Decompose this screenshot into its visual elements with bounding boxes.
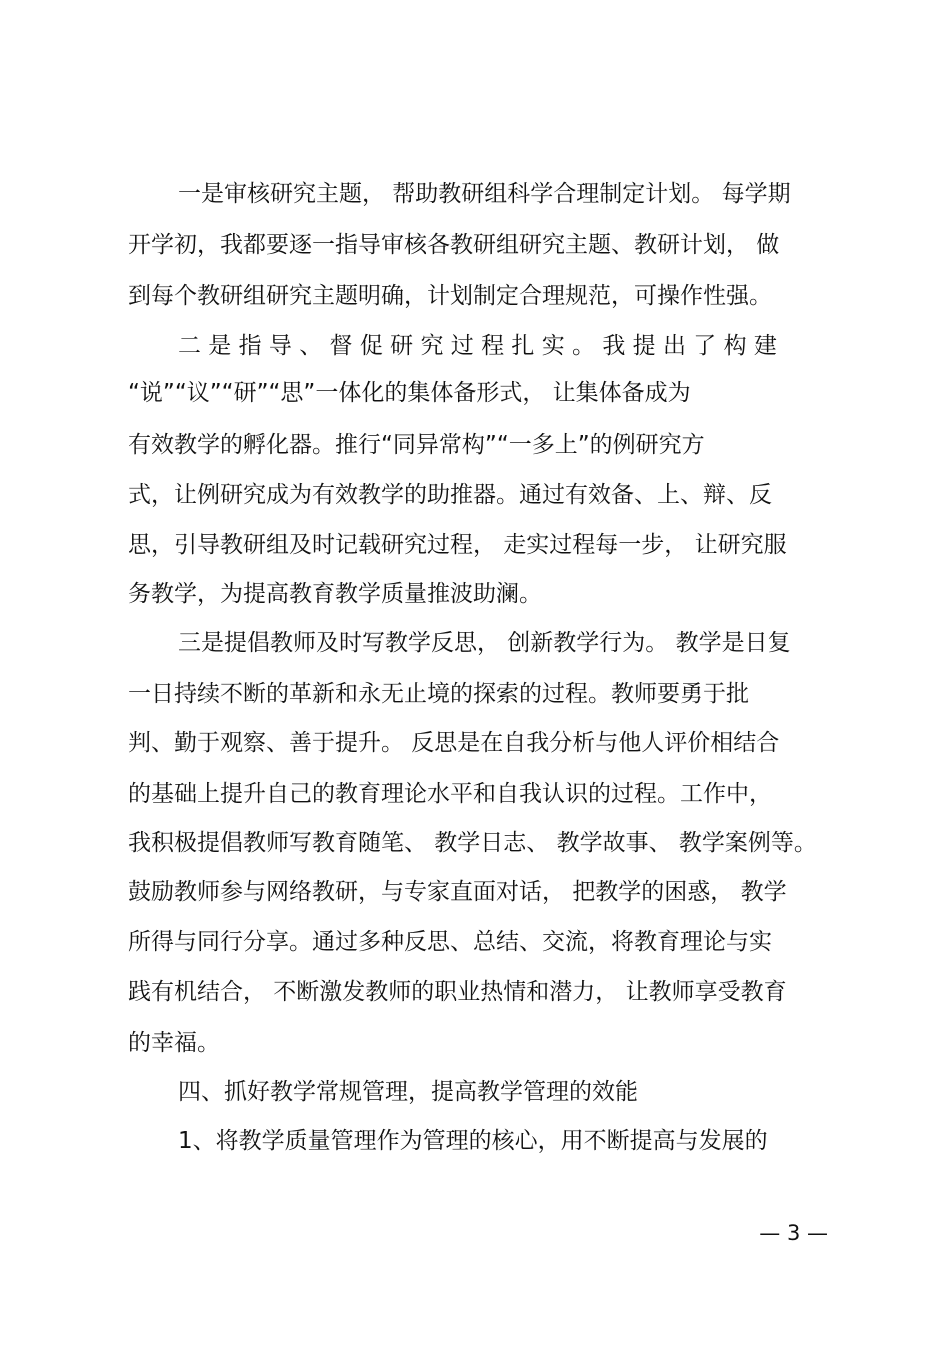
text-line: “说”“议”“研”“思”一体化的集体备形式， 让集体备成为: [128, 380, 691, 406]
text-line: 式，让例研究成为有效教学的助推器。通过有效备、上、辩、反: [128, 482, 772, 508]
text-line: 开学初，我都要逐一指导审核各教研组研究主题、教研计划， 做: [128, 232, 780, 258]
text-line: 三是提倡教师及时写教学反思， 创新教学行为。 教学是日复: [178, 630, 791, 656]
section-heading: 四、抓好教学常规管理，提高教学管理的效能: [178, 1079, 638, 1105]
text-line: 我积极提倡教师写教育随笔、 教学日志、 教学故事、 教学案例等。: [128, 830, 817, 856]
text-line: 所得与同行分享。通过多种反思、总结、交流，将教育理论与实: [128, 929, 772, 955]
text-line: 有效教学的孵化器。推行“同异常构”“一多上”的例研究方: [128, 432, 705, 458]
text-line: 的基础上提升自己的教育理论水平和自我认识的过程。工作中，: [128, 781, 772, 807]
text-line: 践有机结合， 不断激发教师的职业热情和潜力， 让教师享受教育: [128, 979, 787, 1005]
page-number: — 3 —: [759, 1221, 828, 1245]
text-line: 判、勤于观察、善于提升。 反思是在自我分析与他人评价相结合: [128, 730, 780, 756]
text-line: 务教学，为提高教育教学质量推波助澜。: [128, 581, 542, 607]
text-line: 思，引导教研组及时记载研究过程， 走实过程每一步， 让研究服: [128, 532, 787, 558]
text-line: 一日持续不断的革新和永无止境的探索的过程。教师要勇于批: [128, 681, 749, 707]
text-line: 1、将教学质量管理作为管理的核心，用不断提高与发展的: [178, 1128, 768, 1154]
text-line: 鼓励教师参与网络教研，与专家直面对话， 把教学的困惑， 教学: [128, 879, 787, 905]
text-line: 二 是 指 导 、 督 促 研 究 过 程 扎 实 。 我 提 出 了 构 建: [178, 333, 777, 359]
text-line: 到每个教研组研究主题明确，计划制定合理规范，可操作性强。: [128, 283, 772, 309]
text-line: 一是审核研究主题， 帮助教研组科学合理制定计划。 每学期: [178, 181, 791, 207]
text-line: 的幸福。: [128, 1030, 220, 1056]
